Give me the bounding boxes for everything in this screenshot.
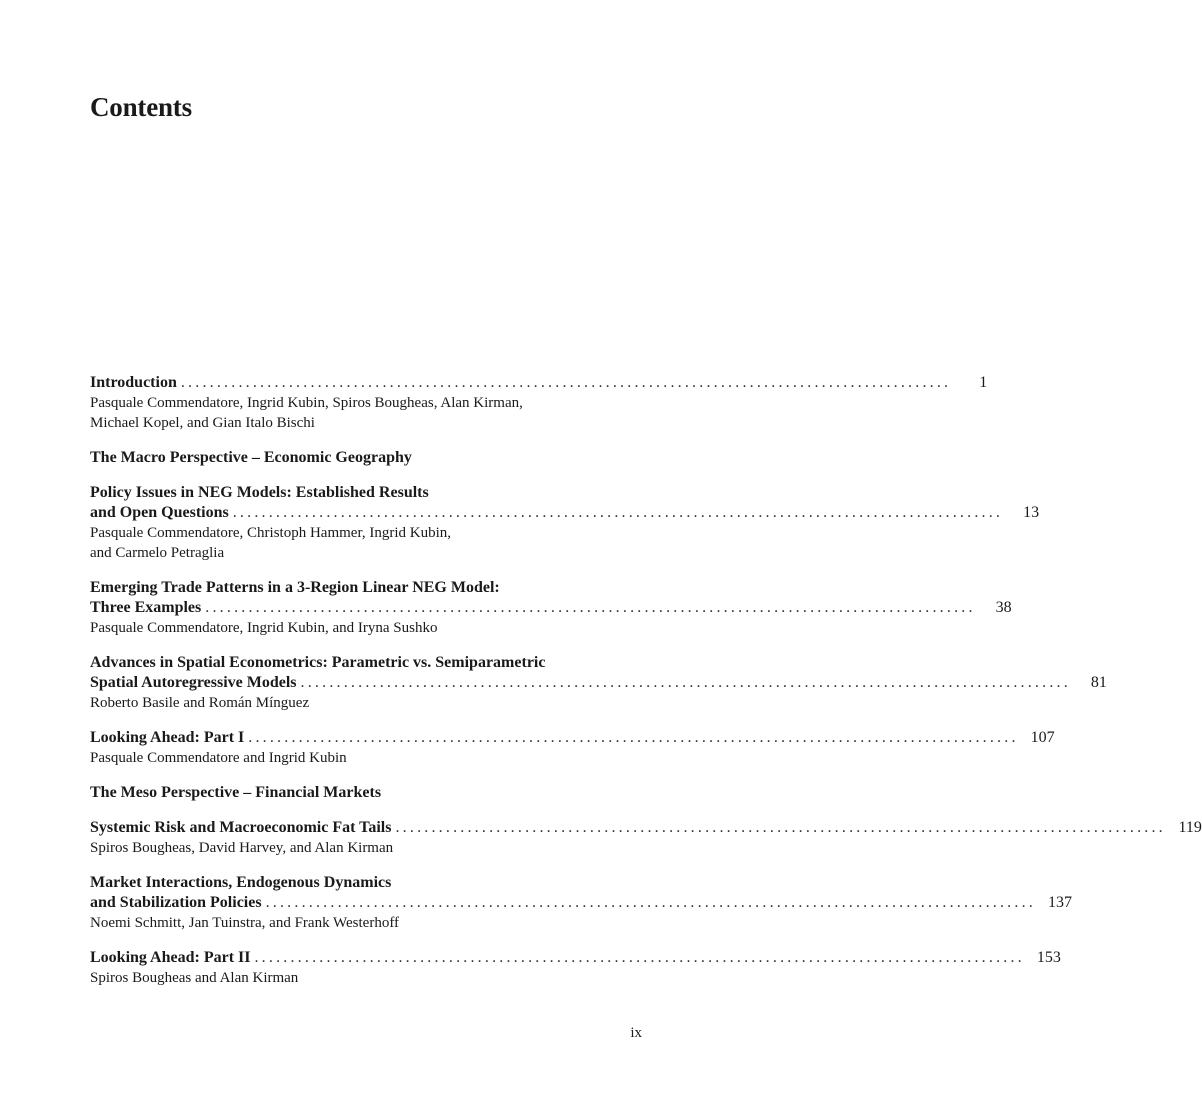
toc-entry[interactable] bbox=[90, 818, 1202, 858]
dot-leader: ........................................................................................................... bbox=[300, 674, 1071, 691]
toc-page-number: 38 bbox=[995, 599, 1012, 616]
toc-authors: Pasquale Commendatore, Ingrid Kubin, and Iryna Sushko bbox=[90, 620, 438, 636]
toc-title: Market Interactions, Endogenous Dynamics bbox=[90, 874, 392, 891]
dot-leader: ........................................................................................................... bbox=[395, 819, 1166, 836]
toc-authors: and Carmelo Petraglia bbox=[90, 545, 225, 561]
toc-page-number: 153 bbox=[1036, 949, 1061, 966]
toc-page-number: 13 bbox=[1023, 504, 1040, 521]
dot-leader: ........................................................................................................... bbox=[254, 949, 1025, 966]
toc-title-line bbox=[90, 673, 1107, 693]
toc-title: Advances in Spatial Econometrics: Parametric vs. Semiparametric bbox=[90, 654, 546, 671]
toc-title: Policy Issues in NEG Models: Established Results bbox=[90, 484, 429, 501]
dot-leader: ........................................................................................................... bbox=[265, 894, 1036, 911]
page-title: Contents bbox=[90, 92, 192, 122]
toc-title: Introduction bbox=[90, 374, 177, 391]
dot-leader: ........................................................................................................... bbox=[205, 599, 976, 616]
toc-title: Looking Ahead: Part II bbox=[90, 949, 251, 966]
toc-title-line bbox=[90, 728, 1055, 748]
toc-title-line bbox=[90, 503, 1040, 523]
toc-page-number: 137 bbox=[1047, 894, 1072, 911]
toc-authors: Pasquale Commendatore, Ingrid Kubin, Spiros Bougheas, Alan Kirman, bbox=[90, 395, 523, 411]
toc-authors: Pasquale Commendatore, Christoph Hammer, Ingrid Kubin, bbox=[90, 525, 452, 541]
toc-entry[interactable] bbox=[90, 728, 1055, 768]
toc-title: Systemic Risk and Macroeconomic Fat Tails bbox=[90, 819, 392, 836]
toc-entry-introduction[interactable] bbox=[90, 373, 988, 433]
dot-leader: ........................................................................................................... bbox=[248, 729, 1019, 746]
toc-authors: Pasquale Commendatore and Ingrid Kubin bbox=[90, 750, 347, 766]
toc-title-line bbox=[90, 818, 1202, 838]
dot-leader: ........................................................................................................... bbox=[232, 504, 1004, 521]
toc-page-number: 107 bbox=[1030, 729, 1055, 746]
table-of-contents bbox=[90, 373, 1202, 1003]
toc-entry[interactable] bbox=[90, 653, 1107, 713]
dot-leader: ........................................................................................................... bbox=[180, 374, 952, 391]
toc-page-number: 1 bbox=[979, 374, 988, 391]
toc-authors: Noemi Schmitt, Jan Tuinstra, and Frank Westerhoff bbox=[90, 915, 400, 931]
toc-title: and Stabilization Policies bbox=[90, 894, 262, 911]
toc-authors: Spiros Bougheas, David Harvey, and Alan Kirman bbox=[90, 840, 394, 856]
toc-authors: Michael Kopel, and Gian Italo Bischi bbox=[90, 415, 315, 431]
toc-page-number: 119 bbox=[1178, 819, 1202, 836]
page-number: ix bbox=[630, 1025, 642, 1041]
part-heading-meso: The Meso Perspective – Financial Markets bbox=[90, 784, 382, 801]
toc-entry[interactable] bbox=[90, 578, 1012, 638]
part-heading-macro: The Macro Perspective – Economic Geography bbox=[90, 449, 412, 466]
toc-authors: Roberto Basile and Román Mínguez bbox=[90, 695, 310, 711]
toc-title: Looking Ahead: Part I bbox=[90, 729, 245, 746]
toc-entry[interactable] bbox=[90, 483, 1040, 563]
toc-title-line bbox=[90, 373, 988, 393]
toc-entry[interactable] bbox=[90, 873, 1072, 933]
toc-title-line bbox=[90, 893, 1072, 913]
toc-page-number: 81 bbox=[1090, 674, 1107, 691]
toc-title-line bbox=[90, 948, 1061, 968]
toc-entry[interactable] bbox=[90, 948, 1061, 988]
toc-title: Emerging Trade Patterns in a 3-Region Linear NEG Model: bbox=[90, 579, 500, 596]
toc-title: Spatial Autoregressive Models bbox=[90, 674, 297, 691]
toc-title: and Open Questions bbox=[90, 504, 229, 521]
toc-title: Three Examples bbox=[90, 599, 202, 616]
toc-authors: Spiros Bougheas and Alan Kirman bbox=[90, 970, 299, 986]
toc-title-line bbox=[90, 598, 1012, 618]
